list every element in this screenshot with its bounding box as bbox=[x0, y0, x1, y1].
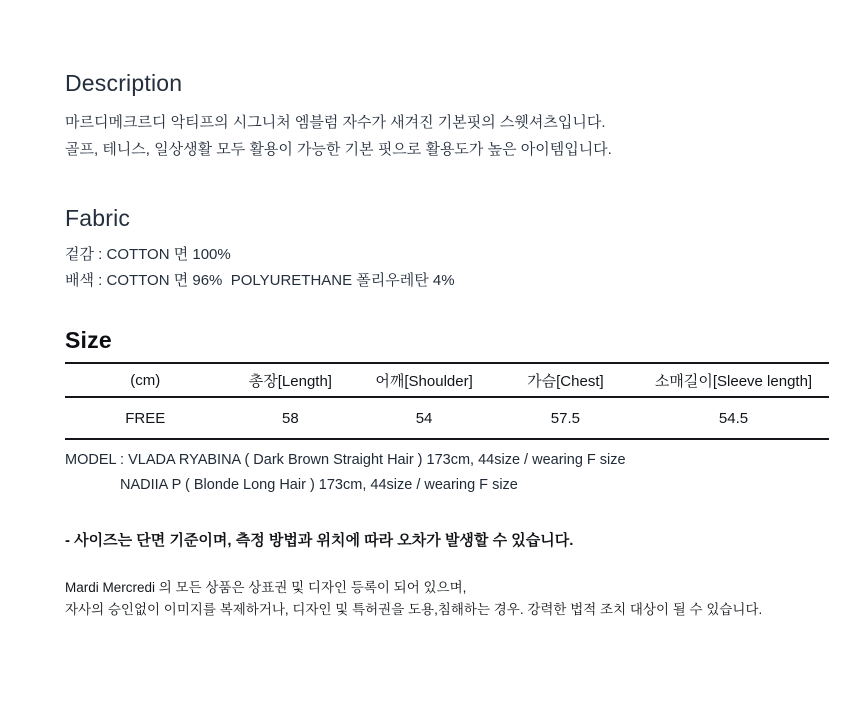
fabric-body bbox=[65, 242, 829, 294]
description-line-2: 골프, 테니스, 일상생활 모두 활용이 가능한 기본 핏으로 활용도가 높은 아이템입니다. bbox=[65, 141, 612, 158]
description-line-1: 마르디메크르디 악티프의 시그니처 엠블럼 자수가 새겨진 기본핏의 스웻셔츠입니다. bbox=[65, 114, 606, 131]
size-table-head bbox=[65, 363, 829, 397]
size-header-sleeve: 소매길이[Sleeve length] bbox=[654, 372, 813, 390]
size-section bbox=[65, 324, 829, 549]
fabric-outer-line: 겉감 : COTTON 면 100% bbox=[65, 246, 231, 263]
size-cell-name: FREE bbox=[125, 409, 166, 427]
description-section bbox=[65, 67, 829, 163]
size-header-shoulder: 어깨[Shoulder] bbox=[375, 372, 473, 390]
model-line-1: MODEL : VLADA RYABINA ( Dark Brown Straight Hair ) 173cm, 44size / wearing F size bbox=[65, 452, 626, 468]
description-heading: Description bbox=[65, 70, 183, 96]
size-cell-sleeve: 54.5 bbox=[718, 409, 749, 427]
legal-section bbox=[65, 577, 829, 621]
size-cell-chest: 57.5 bbox=[550, 409, 580, 427]
fabric-heading: Fabric bbox=[65, 205, 131, 231]
size-table-body bbox=[65, 397, 829, 439]
size-header-unit: (cm) bbox=[130, 371, 161, 389]
size-cell-shoulder: 54 bbox=[415, 409, 433, 427]
size-table-row-free bbox=[65, 397, 829, 439]
legal-line-2: 자사의 승인없이 이미지를 복제하거나, 디자인 및 특허권을 도용,침해하는 경우. 강력한 법적 조치 대상이 될 수 있습니다. bbox=[65, 602, 763, 617]
size-header-chest: 가슴[Chest] bbox=[527, 372, 604, 390]
model-line-2: NADIIA P ( Blonde Long Hair ) 173cm, 44size / wearing F size bbox=[120, 477, 518, 493]
fabric-section bbox=[65, 202, 829, 294]
content-area bbox=[0, 67, 864, 621]
model-info bbox=[65, 448, 829, 498]
size-measure-note: - 사이즈는 단면 기준이며, 측정 방법과 위치에 따라 오차가 발생할 수 있습니다. bbox=[65, 532, 574, 549]
size-table bbox=[65, 362, 829, 440]
size-table-header-row bbox=[65, 363, 829, 397]
size-header-length: 총장[Length] bbox=[248, 372, 332, 390]
size-heading: Size bbox=[65, 327, 112, 353]
description-body bbox=[65, 109, 829, 163]
fabric-contrast-line: 배색 : COTTON 면 96% POLYURETHANE 폴리우레탄 4% bbox=[65, 272, 455, 289]
legal-line-1: Mardi Mercredi 의 모든 상품은 상표권 및 디자인 등록이 되어 있으며, bbox=[65, 580, 467, 595]
size-cell-length: 58 bbox=[282, 409, 299, 427]
